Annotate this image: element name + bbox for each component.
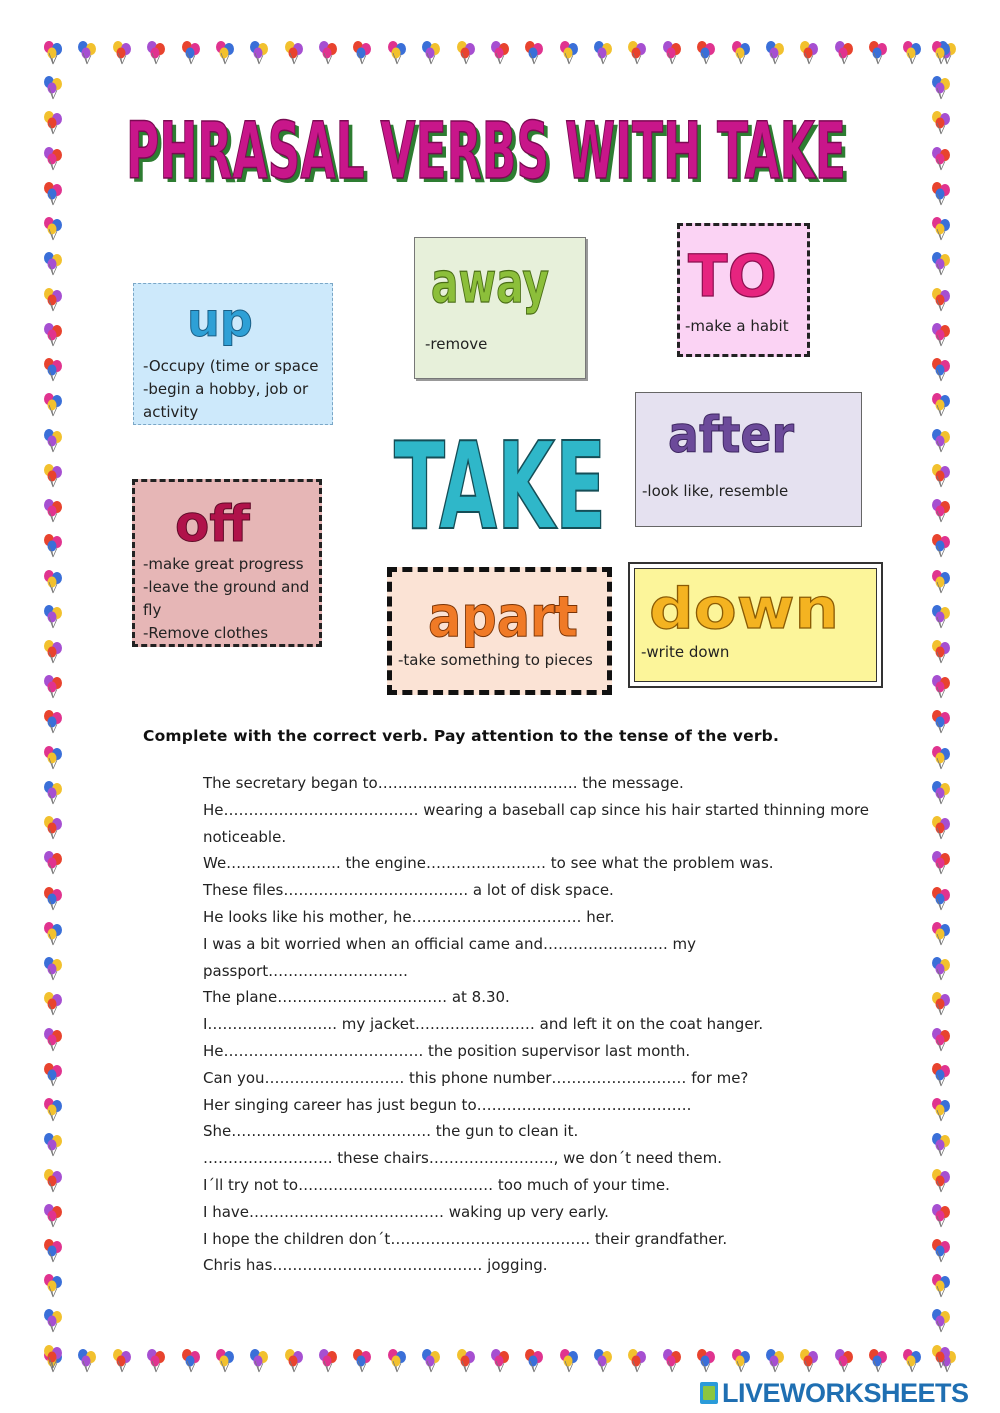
balloon-icon [40,322,66,348]
balloon-icon [762,40,788,66]
balloon-icon [40,569,66,595]
svg-text:down: down [649,577,839,641]
box-off [132,479,322,647]
sentence: I hope the children don´t…………………………………. their grandfather. [203,1229,728,1248]
balloon-icon [928,956,954,982]
balloon-icon [928,886,954,912]
balloon-icon [40,604,66,630]
sentence: The plane……………………………. at 8.30. [203,988,510,1007]
liveworksheets-logo-icon [700,1382,718,1404]
exercise-instruction: Complete with the correct verb. Pay attention to the tense of the verb. [143,727,780,745]
balloon-icon [212,40,238,66]
sentence: I´ll try not to………………………………… too much of your time. [203,1175,670,1194]
balloon-icon [928,921,954,947]
balloon-icon [928,604,954,630]
balloon-icon [728,1348,754,1374]
balloon-icon [40,357,66,383]
balloon-icon [590,1348,616,1374]
balloon-icon [928,1062,954,1088]
balloon-icon [928,428,954,454]
balloon-icon [40,709,66,735]
svg-text:TO: TO [688,242,777,309]
sentence: We………………….. the engine…………………… to see what the problem was. [203,854,774,873]
balloon-icon [40,745,66,771]
logo-text: LIVEWORKSHEETS [722,1377,969,1408]
balloon-icon [40,1308,66,1334]
balloon-icon [109,40,135,66]
definition-up-1: -Occupy (time or space [143,357,319,375]
definition-to-1: -make a habit [685,317,789,335]
left-balloon-border [40,40,72,1370]
definition-off-3: fly [143,601,162,619]
balloon-icon [624,40,650,66]
balloon-icon [418,40,444,66]
balloon-icon [928,674,954,700]
balloon-icon [40,780,66,806]
balloon-icon [40,216,66,242]
balloon-icon [556,1348,582,1374]
balloon-icon [40,1168,66,1194]
balloon-icon [349,1348,375,1374]
balloon-icon [40,533,66,559]
balloon-icon [315,1348,341,1374]
balloon-icon [899,1348,925,1374]
balloon-icon [212,1348,238,1374]
balloon-icon [40,1062,66,1088]
balloon-icon [928,251,954,277]
balloon-icon [928,110,954,136]
box-down [628,562,883,688]
word-down [643,571,853,641]
balloon-icon [40,1132,66,1158]
sentence: She…………………………………. the gun to clean it. [203,1122,579,1141]
balloon-icon [315,40,341,66]
balloon-icon [928,40,954,66]
definition-away-1: -remove [425,335,488,353]
balloon-icon [40,991,66,1017]
balloon-icon [928,1027,954,1053]
balloon-icon [246,1348,272,1374]
sentence: He…………………………………. the position supervisor last month. [203,1041,691,1060]
right-balloon-border [928,40,960,1370]
svg-text:up: up [187,293,253,346]
definition-off-4: -Remove clothes [143,624,269,642]
balloon-icon [928,1168,954,1194]
balloon-icon [865,1348,891,1374]
balloon-icon [762,1348,788,1374]
svg-text:away: away [431,251,549,316]
balloon-icon [40,392,66,418]
box-apart [387,567,612,695]
balloon-icon [40,815,66,841]
definition-off-2: -leave the ground and [143,578,310,596]
balloon-icon [453,40,479,66]
balloon-icon [246,40,272,66]
balloon-icon [418,1348,444,1374]
balloon-icon [796,40,822,66]
svg-text:TAKE: TAKE [394,418,606,545]
balloon-icon [928,815,954,841]
balloon-icon [928,780,954,806]
balloon-icon [928,533,954,559]
balloon-icon [178,1348,204,1374]
balloon-icon [40,1238,66,1264]
sentence: I…………………….. my jacket…………………… and left it on the coat hanger. [203,1015,764,1034]
balloon-icon [928,322,954,348]
svg-text:apart: apart [428,585,578,650]
balloon-icon [40,956,66,982]
balloon-icon [521,1348,547,1374]
sentence: He looks like his mother, he……………………………. her. [203,907,615,926]
balloon-icon [40,287,66,313]
balloon-icon [928,463,954,489]
title-text: PHRASAL VERBS WITH TAKE [126,107,846,197]
exercise-sentences [203,770,883,1279]
word-away [423,240,563,320]
balloon-icon [40,181,66,207]
balloon-icon [281,40,307,66]
box-away [414,237,586,379]
balloon-icon [590,40,616,66]
balloon-icon [928,1238,954,1264]
svg-text:off: off [175,495,250,553]
balloon-icon [693,40,719,66]
box-up [133,283,333,425]
balloon-icon [40,110,66,136]
balloon-icon [659,40,685,66]
balloon-icon [40,921,66,947]
balloon-icon [928,146,954,172]
word-after [662,397,812,467]
balloon-icon [928,745,954,771]
balloon-icon [928,850,954,876]
balloon-icon [40,40,66,66]
balloon-icon [659,1348,685,1374]
definition-apart-1: -take something to pieces [398,651,593,669]
balloon-icon [40,1203,66,1229]
balloon-icon [899,40,925,66]
balloon-icon [349,40,375,66]
title-shadow: PHRASAL VERBS WITH TAKE [130,111,850,201]
balloon-icon [928,709,954,735]
balloon-icon [40,1273,66,1299]
balloon-icon [928,216,954,242]
balloon-icon [928,287,954,313]
svg-text:after: after [668,406,795,464]
sentence: I have………………………………… waking up very early. [203,1202,609,1221]
balloon-icon [928,1273,954,1299]
balloon-icon [796,1348,822,1374]
balloon-icon [143,40,169,66]
balloon-icon [74,40,100,66]
liveworksheets-logo[interactable] [700,1378,969,1408]
bottom-balloon-border [40,1348,960,1380]
balloon-icon [40,1344,66,1370]
sentence: He………………………………… wearing a baseball cap since his hair started thinning more [203,800,869,819]
word-up [184,286,254,346]
balloon-icon [109,1348,135,1374]
sentence: The secretary began to…………………………………. the message. [203,774,684,792]
balloon-icon [556,40,582,66]
sentence: I was a bit worried when an official came and……………………. my passport………………………. [203,934,696,980]
balloon-icon [40,251,66,277]
balloon-icon [178,40,204,66]
balloon-icon [624,1348,650,1374]
balloon-icon [40,674,66,700]
definition-up-2: -begin a hobby, job or [143,380,309,398]
balloon-icon [928,1097,954,1123]
balloon-icon [40,75,66,101]
balloon-icon [453,1348,479,1374]
balloon-icon [487,40,513,66]
box-to [677,223,810,357]
sentence: Chris has…………………………………… jogging. [203,1256,548,1275]
definition-up-3: activity [143,403,199,421]
balloon-icon [40,850,66,876]
word-apart [422,576,592,651]
balloon-icon [928,639,954,665]
balloon-icon [693,1348,719,1374]
balloon-icon [40,639,66,665]
balloon-icon [928,1344,954,1370]
definition-off-1: -make great progress [143,555,304,573]
top-balloon-border [40,40,960,72]
balloon-icon [831,1348,857,1374]
balloon-icon [40,1027,66,1053]
balloon-icon [928,181,954,207]
balloon-icon [384,40,410,66]
balloon-icon [928,1308,954,1334]
balloon-icon [281,1348,307,1374]
word-to [682,234,782,309]
sentence: …………………….. these chairs……………………., we don´t need them. [203,1149,723,1168]
balloon-icon [728,40,754,66]
balloon-icon [74,1348,100,1374]
sentence: Her singing career has just begun to……………………………………. [203,1095,692,1114]
balloon-icon [487,1348,513,1374]
definition-after-1: -look like, resemble [642,482,789,500]
balloon-icon [40,498,66,524]
balloon-icon [40,463,66,489]
balloon-icon [928,75,954,101]
center-word-take [385,410,615,545]
balloon-icon [831,40,857,66]
sentence: These files………………………………. a lot of disk space. [203,881,614,900]
balloon-icon [928,1132,954,1158]
balloon-icon [40,886,66,912]
balloon-icon [521,40,547,66]
page-title [118,92,858,202]
balloon-icon [865,40,891,66]
balloon-icon [928,991,954,1017]
sentence: noticeable. [203,827,287,846]
box-after [635,392,862,527]
balloon-icon [928,498,954,524]
word-off [169,488,269,553]
definition-down-1: -write down [641,643,730,661]
balloon-icon [143,1348,169,1374]
balloon-icon [384,1348,410,1374]
balloon-icon [40,1097,66,1123]
balloon-icon [928,357,954,383]
sentence: Can you………………………. this phone number……………………… for me? [203,1068,749,1087]
balloon-icon [928,569,954,595]
balloon-icon [40,146,66,172]
balloon-icon [40,428,66,454]
balloon-icon [928,392,954,418]
balloon-icon [928,1203,954,1229]
